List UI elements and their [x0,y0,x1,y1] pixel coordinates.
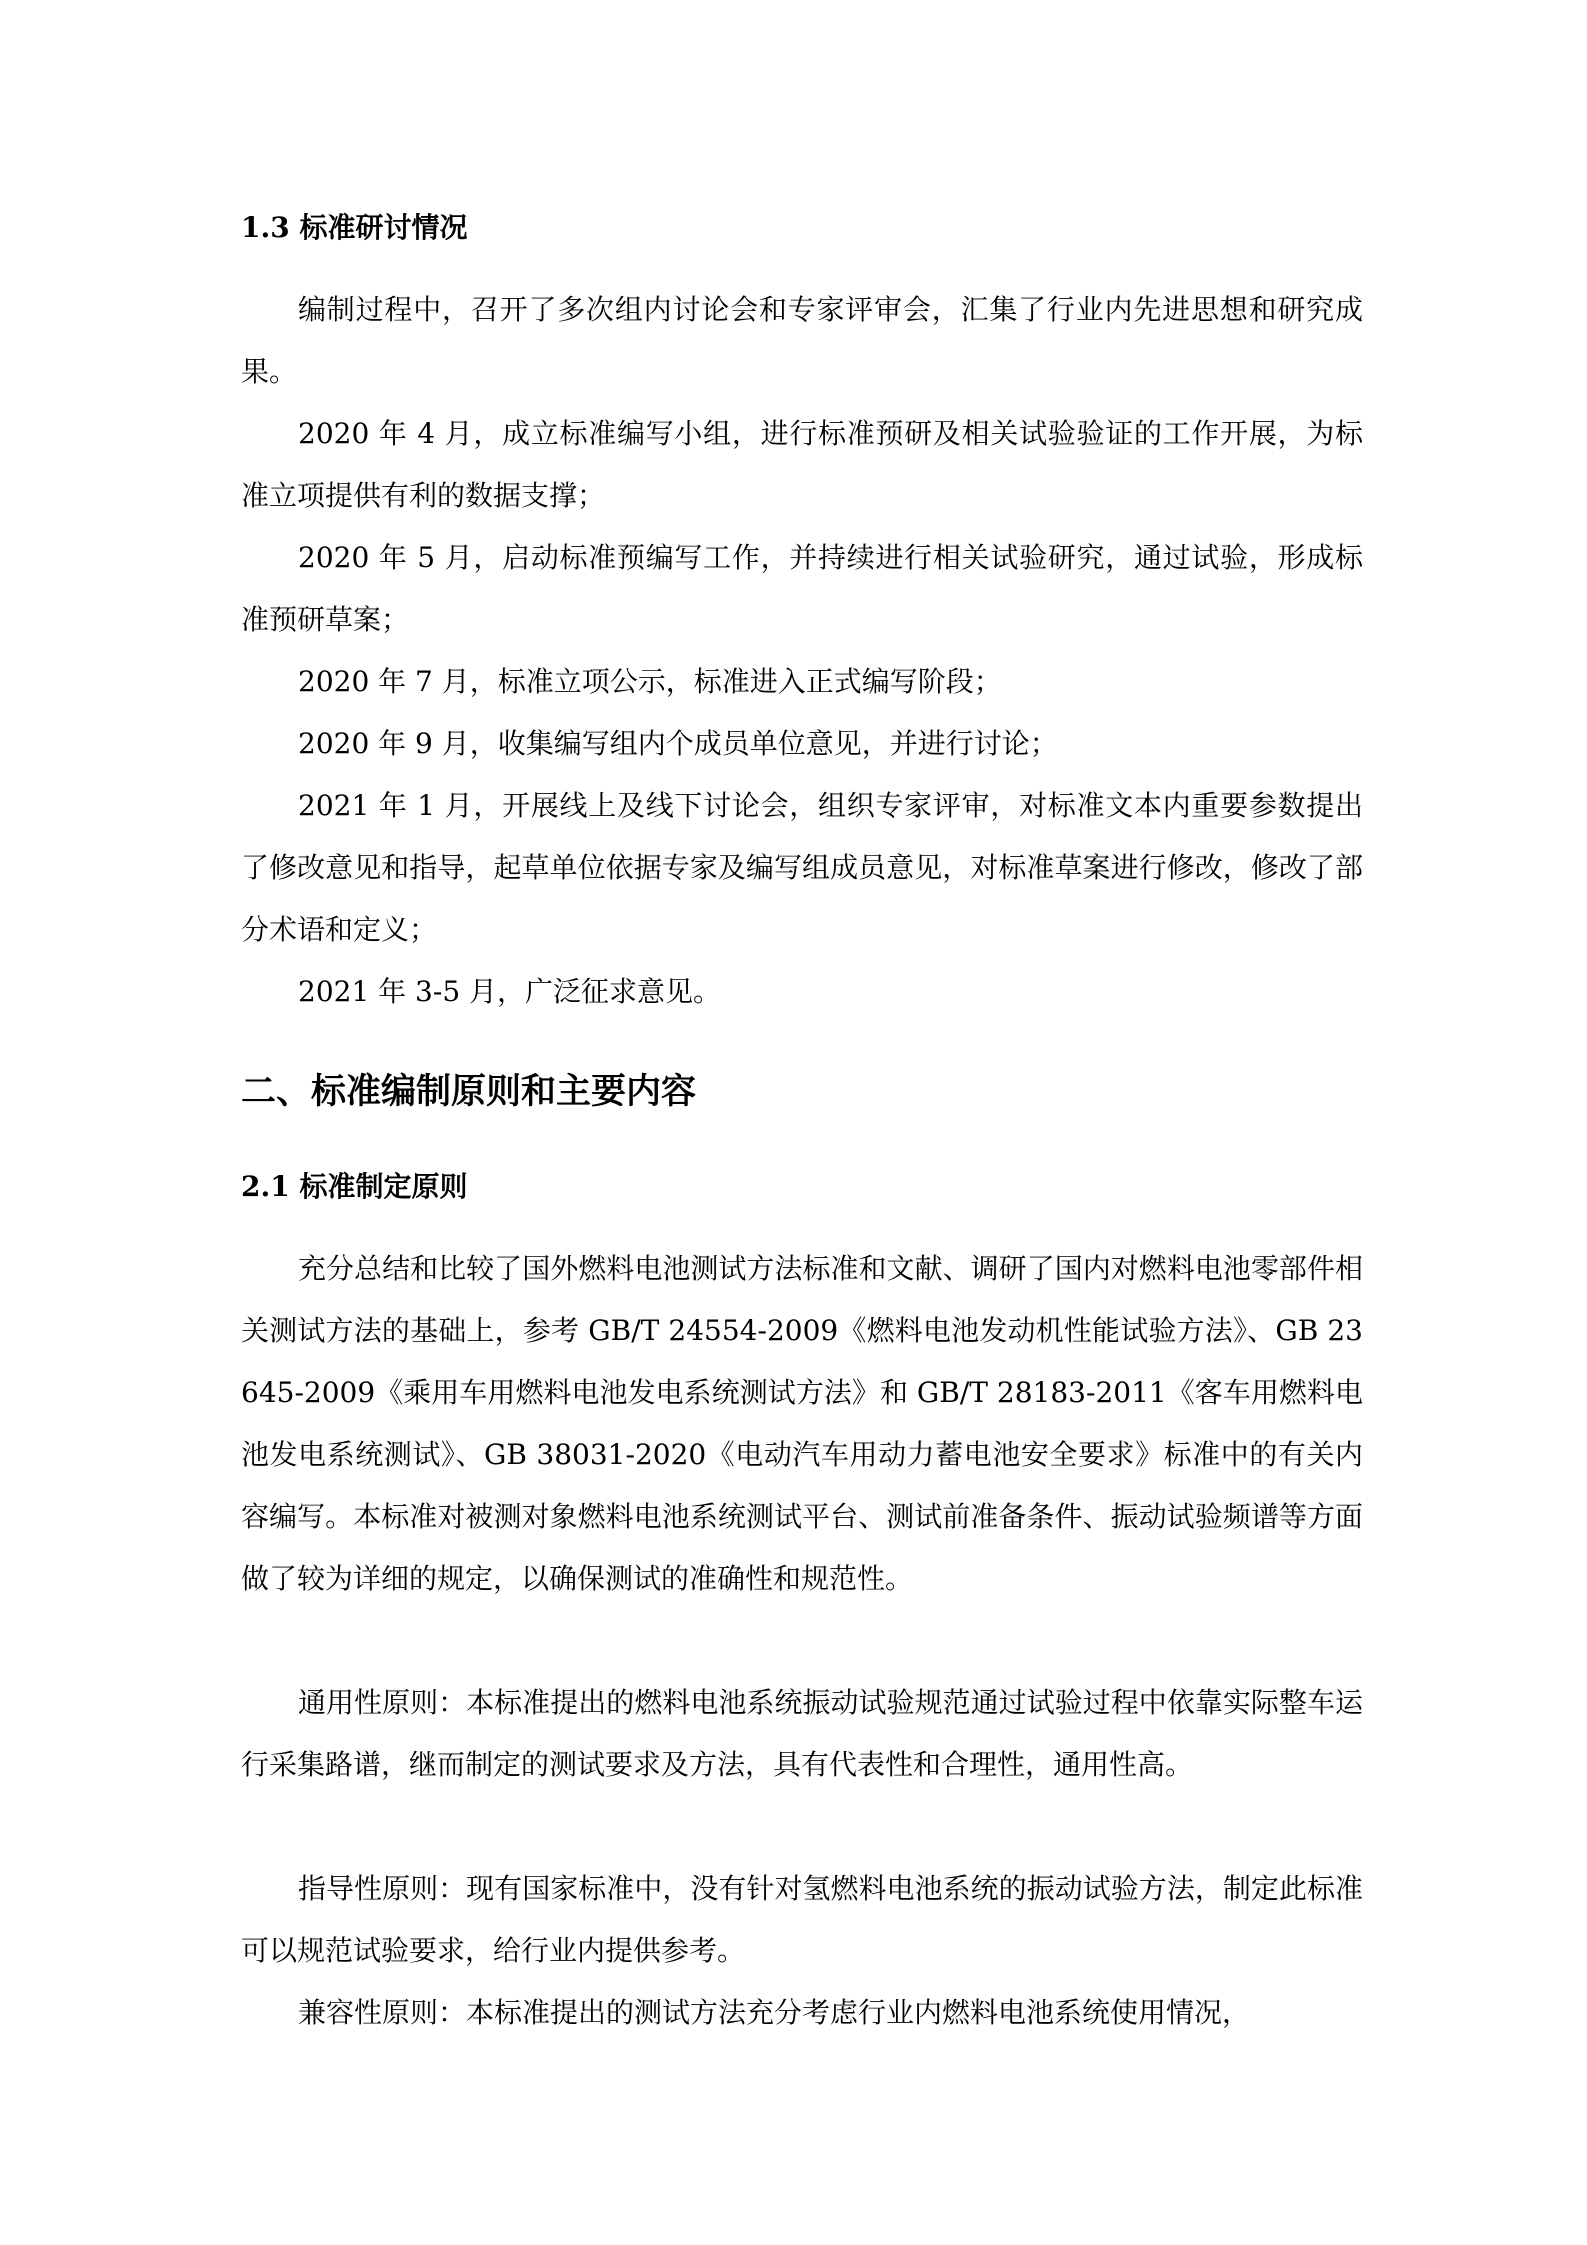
section-heading-2-1: 2.1 标准制定原则 [241,1170,468,1203]
chapter-heading-2: 二、标准编制原则和主要内容 [241,1071,697,1112]
paragraph: 充分总结和比较了国外燃料电池测试方法标准和文献、调研了国内对燃料电池零部件相关测试方法的基础上，参考 GB/T 24554-2009《燃料电池发动机性能试验方法》、GB 23645-2009《乘用车用燃料电池发电系统测试方法》和 GB/T 28183-2011《客车用燃料电池发电系统测试》、GB 38031-2020《电动汽车用动力蓄电池安全要求》标准中的有关内容编写。本标准对被测对象燃料电池系统测试平台、测试前准备条件、振动试验频谱等方面做了较为详细的规定，以确保测试的准确性和规范性。 [241,1252,1363,1595]
paragraph: 2021 年 3-5 月，广泛征求意见。 [298,975,722,1008]
section-heading-1-3: 1.3 标准研讨情况 [241,211,468,244]
paragraph: 通用性原则：本标准提出的燃料电池系统振动试验规范通过试验过程中依靠实际整车运行采集路谱，继而制定的测试要求及方法，具有代表性和合理性，通用性高。 [241,1686,1363,1781]
paragraph: 2021 年 1 月，开展线上及线下讨论会，组织专家评审，对标准文本内重要参数提出了修改意见和指导，起草单位依据专家及编写组成员意见，对标准草案进行修改，修改了部分术语和定义； [241,789,1363,946]
paragraph: 2020 年 9 月，收集编写组内个成员单位意见，并进行讨论； [298,727,1058,760]
paragraph: 兼容性原则：本标准提出的测试方法充分考虑行业内燃料电池系统使用情况， [298,1996,1251,2029]
paragraph: 编制过程中，召开了多次组内讨论会和专家评审会，汇集了行业内先进思想和研究成果。 [241,293,1363,388]
paragraph: 指导性原则：现有国家标准中，没有针对氢燃料电池系统的振动试验方法，制定此标准可以规范试验要求，给行业内提供参考。 [241,1872,1363,1967]
paragraph: 2020 年 5 月，启动标准预编写工作，并持续进行相关试验研究，通过试验，形成标准预研草案； [241,541,1363,636]
paragraph: 2020 年 4 月，成立标准编写小组，进行标准预研及相关试验验证的工作开展，为标准立项提供有利的数据支撑； [241,417,1363,512]
paragraph: 2020 年 7 月，标准立项公示，标准进入正式编写阶段； [298,665,1002,698]
